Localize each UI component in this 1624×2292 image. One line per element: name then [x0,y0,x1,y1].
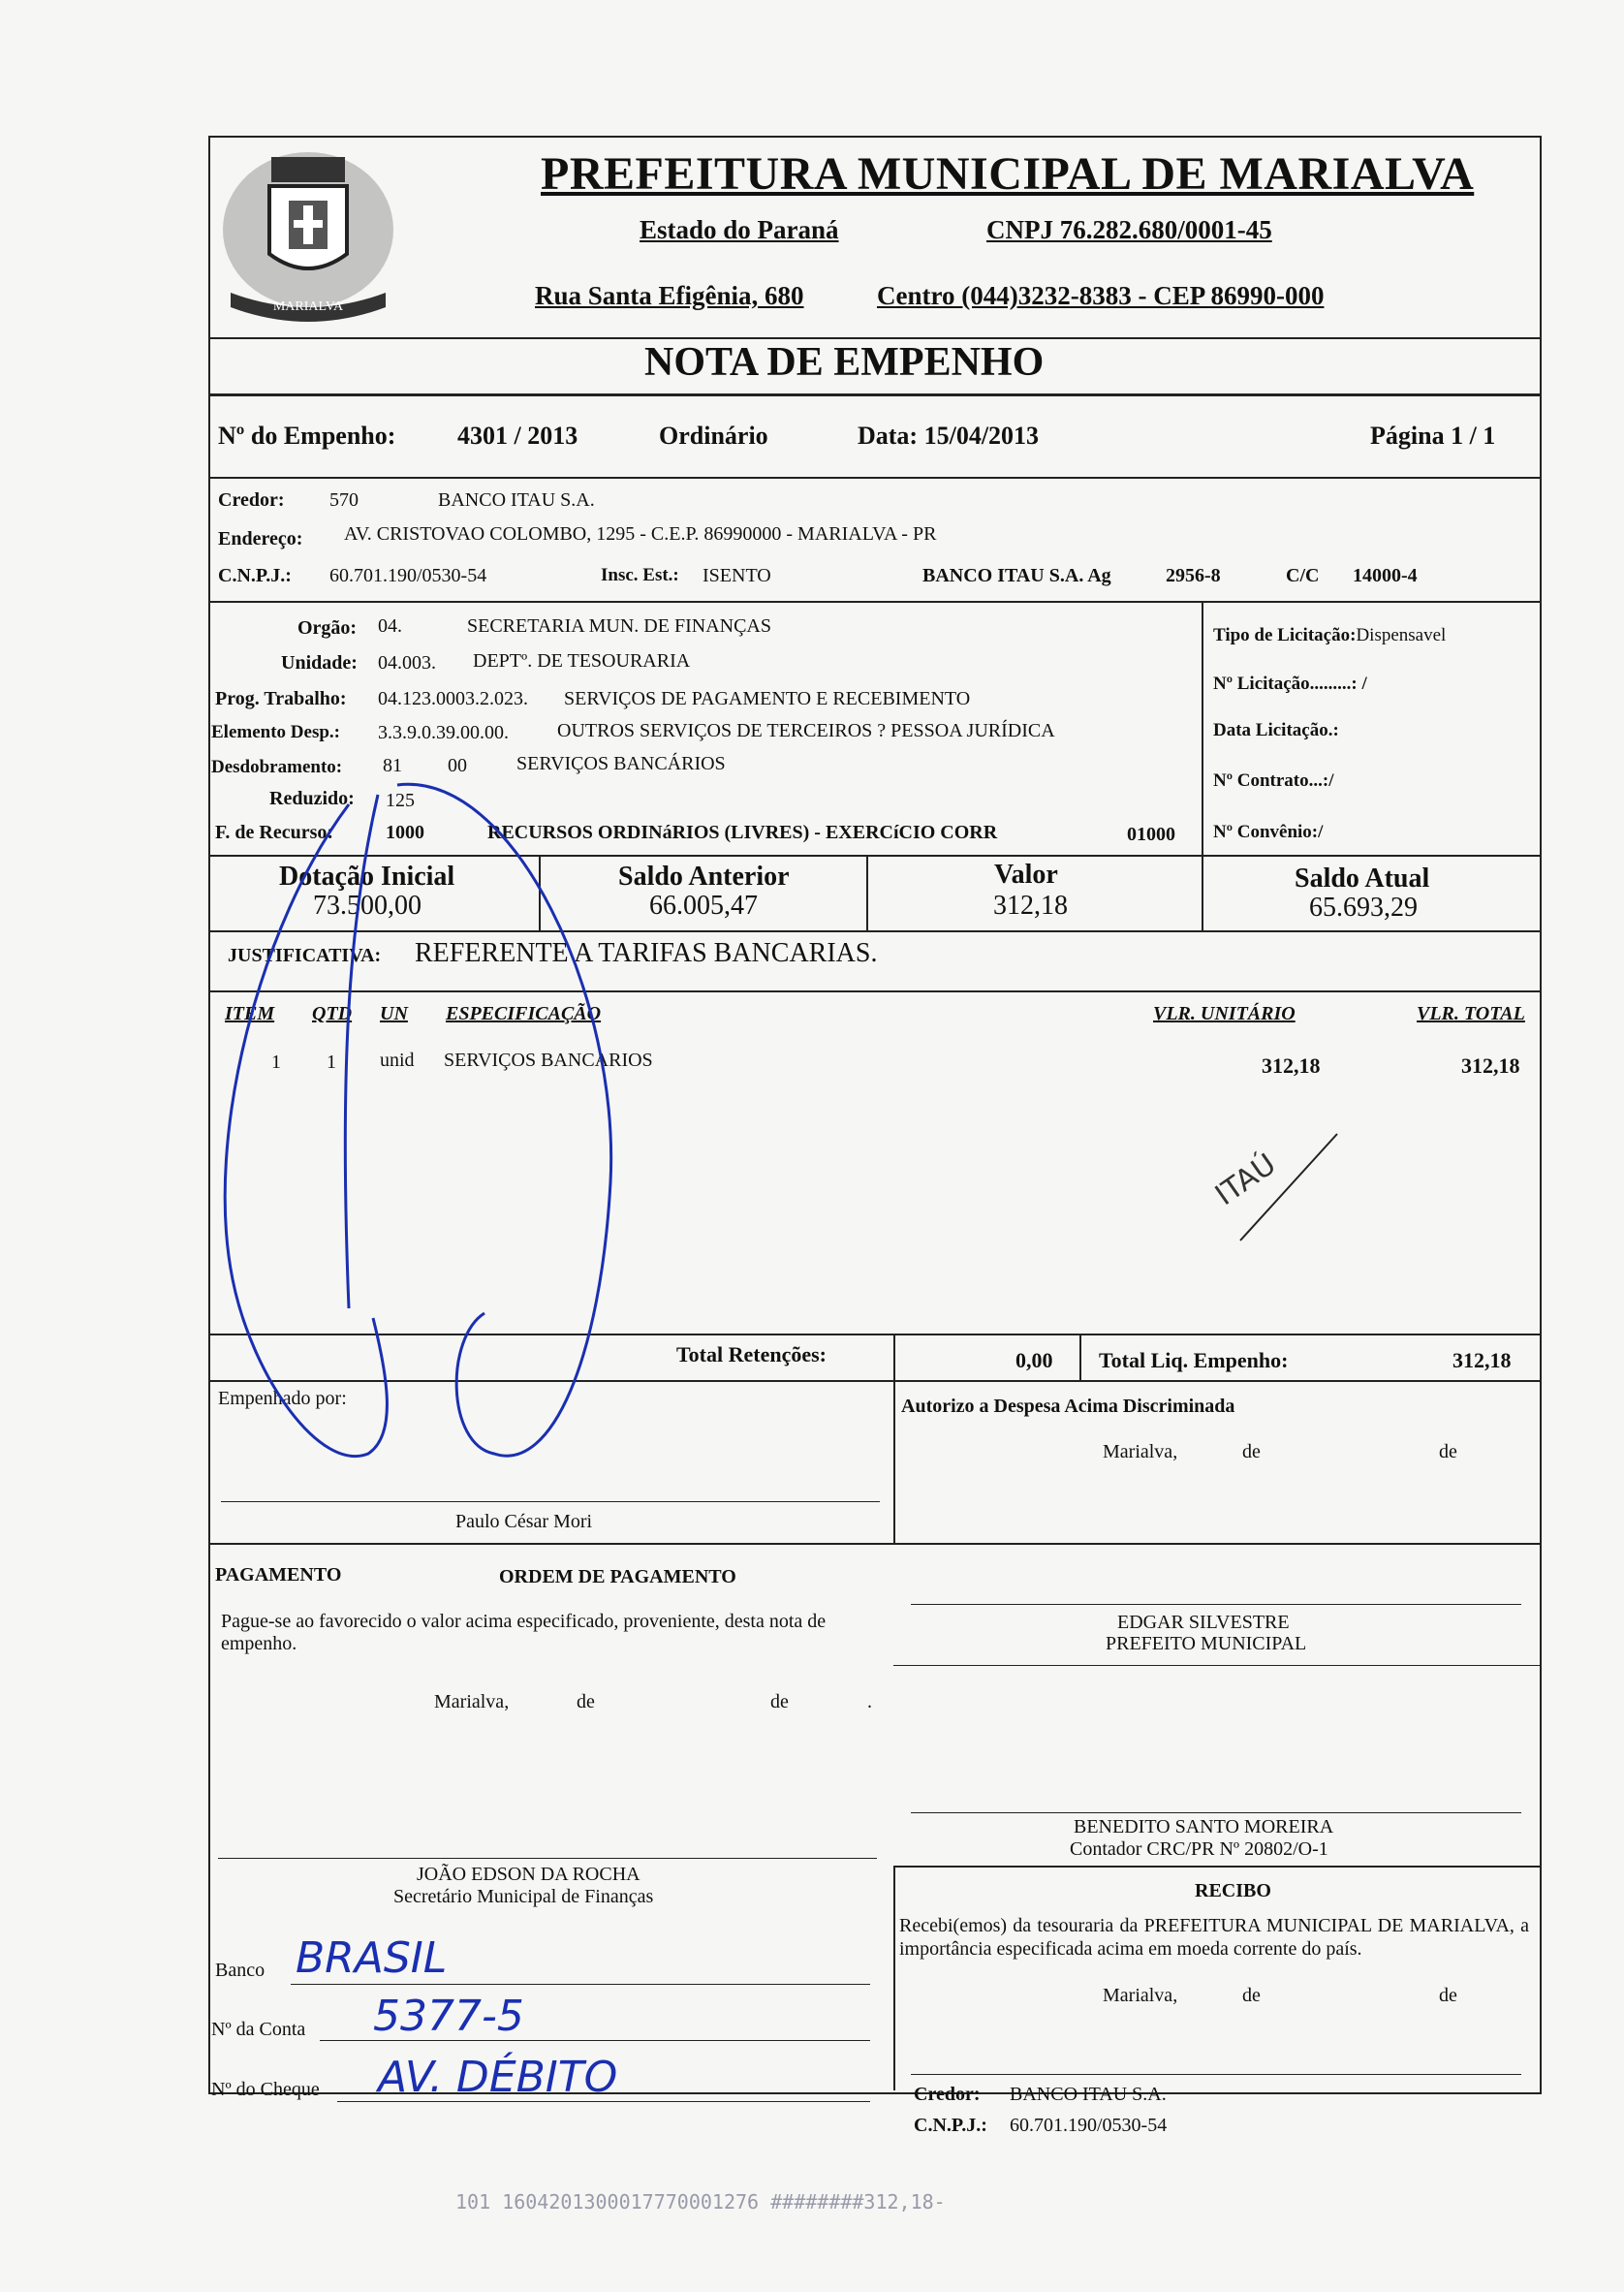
empenho-number: 4301 / 2013 [457,422,578,450]
liquido-label: Total Liq. Empenho: [1099,1348,1289,1372]
credor-name: BANCO ITAU S.A. [438,489,595,511]
empenhado-signer: Paulo César Mori [455,1511,593,1532]
conta-label: Nº da Conta [211,2019,306,2040]
doc-title: NOTA DE EMPENHO [644,340,1045,385]
dotacao-label: Dotação Inicial [279,862,455,892]
contador-name: BENEDITO SANTO MOREIRA [1074,1816,1334,1837]
insc-label: Insc. Est.: [601,565,679,585]
desd-sub: 00 [448,755,467,776]
contador-role: Contador CRC/PR Nº 20802/O-1 [1070,1838,1328,1860]
recibo-cnpj-value: 60.701.190/0530-54 [1010,2115,1168,2136]
justificativa-label: JUSTIFICATIVA: [228,945,382,966]
recibo-credor-value: BANCO ITAU S.A. [1010,2084,1167,2105]
address-label: Rua Santa Efigênia, 680 [535,281,804,310]
banco-value: BRASIL [296,1933,448,1983]
col-item: ITEM [225,1003,275,1024]
saldo-anterior-value: 66.005,47 [649,891,758,921]
conta-value: 5377-5 [373,1992,524,2041]
municipal-seal [211,138,405,331]
empenho-type: Ordinário [659,422,768,450]
licitacao-numero: Nº Licitação.........: / [1213,674,1367,694]
col-un: UN [380,1003,408,1024]
saldo-anterior-label: Saldo Anterior [618,862,790,892]
pagamento-de1: de [577,1691,595,1712]
footer-code: 101 1604201300017770001276 ########312,18- [455,2190,946,2214]
contrato-number: Nº Contrato...:/ [1213,770,1334,791]
reduzido-label: Reduzido: [269,788,355,809]
pen-marking [203,775,649,1473]
orgao-name: SECRETARIA MUN. DE FINANÇAS [467,615,771,637]
elem-label: Elemento Desp.: [211,722,340,742]
recibo-title: RECIBO [1195,1880,1271,1901]
prefeitura-title: PREFEITURA MUNICIPAL DE MARIALVA [541,148,1475,200]
col-vlr-unitario: VLR. UNITÁRIO [1153,1003,1296,1024]
valor-label: Valor [994,860,1058,890]
row-spec: SERVIÇOS BANCARIOS [444,1050,653,1071]
secretario-role: Secretário Municipal de Finanças [393,1886,654,1907]
dotacao-value: 73.500,00 [313,891,422,921]
cc-label: C/C [1286,565,1320,586]
bank-name: BANCO ITAU S.A. Ag [922,565,1111,586]
recurso-label: F. de Recurso: [215,822,334,843]
insc-value: ISENTO [703,565,771,586]
address-label: Endereço: [218,528,303,549]
liquido-value: 312,18 [1452,1348,1512,1372]
recibo-de1: de [1242,1985,1261,2006]
col-vlr-total: VLR. TOTAL [1417,1003,1525,1024]
prog-label: Prog. Trabalho: [215,688,347,709]
valor-value: 312,18 [993,891,1068,921]
saldo-atual-label: Saldo Atual [1295,863,1430,894]
licitacao-tipo: Tipo de Licitação:Dispensavel [1213,625,1447,645]
empenhado-label: Empenhado por: [218,1388,347,1409]
autorizo-de1: de [1242,1441,1261,1462]
justificativa-value: REFERENTE A TARIFAS BANCARIAS. [415,938,878,968]
autorizo-label: Autorizo a Despesa Acima Discriminada [901,1396,1235,1417]
recibo-credor-label: Credor: [914,2084,981,2105]
credor-cnpj: 60.701.190/0530-54 [329,565,487,586]
prefeito-role: PREFEITO MUNICIPAL [1106,1633,1307,1654]
recibo-city: Marialva, [1103,1985,1178,2006]
prog-code: 04.123.0003.2.023. [378,688,528,709]
col-especificacao: ESPECIFICAÇÃO [446,1003,602,1024]
row-un: unid [380,1050,415,1071]
retencoes-value: 0,00 [1015,1348,1053,1372]
orgao-label: Orgão: [297,617,358,639]
secretario-name: JOÃO EDSON DA ROCHA [417,1864,640,1885]
row-item: 1 [271,1052,281,1073]
credor-cnpj-label: C.N.P.J.: [218,565,292,586]
convenio-number: Nº Convênio:/ [1213,822,1324,842]
cheque-label: Nº do Cheque [211,2079,320,2100]
unidade-name: DEPTº. DE TESOURARIA [473,650,691,672]
empenho-date: Data: 15/04/2013 [858,422,1040,450]
recibo-cnpj-label: C.N.P.J.: [914,2115,987,2136]
row-total: 312,18 [1461,1053,1520,1078]
autorizo-city: Marialva, [1103,1441,1178,1462]
row-qtd: 1 [327,1052,336,1073]
reduzido-value: 125 [386,790,415,811]
recurso-code: 1000 [386,822,424,843]
cnpj-label: CNPJ 76.282.680/0001-45 [986,215,1272,244]
page-number: Página 1 / 1 [1370,422,1496,450]
credor-address: AV. CRISTOVAO COLOMBO, 1295 - C.E.P. 86990000 - MARIALVA - PR [344,523,937,545]
pagamento-label: PAGAMENTO [215,1564,342,1586]
district-phone-cep: Centro (044)3232-8383 - CEP 86990-000 [877,281,1325,310]
prefeito-name: EDGAR SILVESTRE [1117,1612,1290,1633]
saldo-atual-value: 65.693,29 [1309,893,1418,923]
desd-code: 81 [383,755,402,776]
col-qtd: QTD [312,1003,353,1024]
pagamento-de2: de [770,1691,789,1712]
recurso-name: RECURSOS ORDINáRIOS (LIVRES) - EXERCíCIO CORR [487,822,998,843]
bank-agency: 2956-8 [1166,565,1221,586]
elem-name: OUTROS SERVIÇOS DE TERCEIROS ? PESSOA JURÍDICA [557,720,1055,741]
credor-code: 570 [329,489,359,511]
retencoes-label: Total Retenções: [676,1342,827,1366]
pagamento-dot: . [867,1691,872,1712]
itau-handwritten-note: ITAÚ [1202,1115,1357,1250]
prog-name: SERVIÇOS DE PAGAMENTO E RECEBIMENTO [564,688,971,709]
orgao-code: 04. [378,615,402,637]
row-unit: 312,18 [1262,1053,1321,1078]
pagamento-city: Marialva, [434,1691,510,1712]
seal-text: MARIALVA [272,299,344,314]
cheque-value: AV. DÉBITO [378,2053,618,2102]
pagamento-text: Pague-se ao favorecido o valor acima especificado, proveniente, desta nota de empenho. [221,1611,827,1654]
elem-code: 3.3.9.0.39.00.00. [378,722,509,743]
cc-value: 14000-4 [1353,565,1418,586]
recibo-text: Recebi(emos) da tesouraria da PREFEITURA MUNICIPAL DE MARIALVA, a importância especificada acima em moeda corrente do país. [899,1915,1529,1960]
ordem-pagamento-label: ORDEM DE PAGAMENTO [499,1566,736,1587]
desd-name: SERVIÇOS BANCÁRIOS [516,753,726,774]
unidade-code: 04.003. [378,652,436,674]
recibo-de2: de [1439,1985,1457,2006]
autorizo-de2: de [1439,1441,1457,1462]
empenho-label: Nº do Empenho: [218,422,396,450]
recurso-code2: 01000 [1127,824,1175,845]
banco-label: Banco [215,1960,265,1981]
desd-label: Desdobramento: [211,757,343,777]
licitacao-data: Data Licitação.: [1213,720,1339,740]
unidade-label: Unidade: [281,652,358,674]
credor-label: Credor: [218,489,285,511]
state-label: Estado do Paraná [640,215,839,244]
